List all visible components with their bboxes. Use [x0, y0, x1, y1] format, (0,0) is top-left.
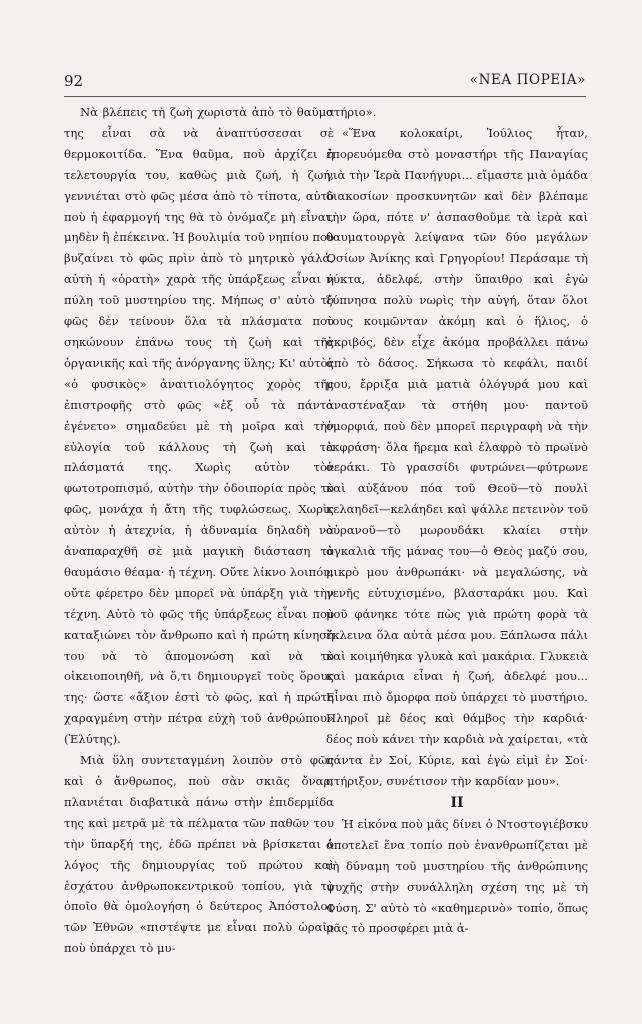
paragraph: Ἡ εἰκόνα ποὺ μᾶς δίνει ὁ Ντοστογιέβσκυ ἀποτελεῖ ἕνα τοπίο ποὺ ἐνανθρωπίζεται μὲ τὴ δύναμη τοῦ μυστηρίου τῆς ἀνθρώπινης ψυχῆς στὴν συνάλληλη σχέση της μὲ τὴ Φύση. Σ' αὐτὸ τὸ «καθημερινὸ» τοπίο, ὅπως μᾶς τὸ προσφέρει μιὰ ἀ-: [326, 816, 588, 936]
header-rule: [64, 96, 586, 97]
paragraph: Νὰ βλέπεις τὴ ζωὴ χωριστὰ ἀπὸ τὸ θαῦμα της εἶναι σὰ νὰ ἀναπτύσσεσαι σὲ θερμοκοιτίδα. Ἕνα θαῦμα, ποὺ ἀρχίζει ἡ τελετουργία του, καθὼς μιὰ ζωή, ἡ ζωή, γεννιέται στὸ φῶς μέσα ἀπὸ τὸ τίποτα, αὐτὸ ποὺ ἡ ἐφαρμογή της θὰ τὸ ὀνόμαζε μὴ εἶναι, μηδὲν ἢ ἐπέκεινα. Ἡ βουλιμία τοῦ νηπίου ποὺ βυζαίνει τὸ φῶς πρὶν ἀπὸ τὸ μητρικὸ γάλα, αὐτὴ ἡ «ὁρατὴ» χαρὰ τῆς ὑπάρξεως εἶναι ἡ πύλη τοῦ μυστηρίου της. Μήπως σ' αὐτὸ τὸ φῶς δὲν τείνουν ὅλα τὰ πλάσματα ποὺ σηκώνουν ἐπάνω τους τὴ ζωὴ καὶ τῆς ὀργανικῆς καὶ τῆς ἀνόργανης ὕλης; Κι' αὐτὸς «ὁ φυσικὸς» ἀναιτιολόγητος χορὸς τῆς ἐπιστροφῆς στὸ φῶς «ἐξ οὗ τὰ πάντα ἐγένετο» σημαδεύει μὲ τὴ μοῖρα καὶ τὴν εὐλογία τοῦ κάλλους τὴ ζωὴ καὶ τὰ πλάσματά της. Χωρὶς αὐτὸν τὸν φωτοτροπισμό, αὐτὴν τὴν ὁδοιπορία πρὸς τὸ φῶς, μονάχα ἡ ἄτη τῆς τυφλώσεως. Χωρὶς αὐτὸν ἡ ἀτεχνία, ἡ ἀδυναμία δηλαδὴ νὰ ἀναπαραχθῆ σὲ μιὰ μαγικὴ διάσταση τὸ θαυμάσιο θέαμα· ἡ τέχνη. Οὔτε λίκνο λοιπόν, οὔτε φέρετρο δὲν μπορεῖ νὰ ὑπάρξη γιὰ τὴν τέχνη. Αὐτὸ τὸ φῶς τῆς ὑπάρξεως εἶναι ποὺ καταξιώνει τὸν ἄνθρωπο καὶ ἡ πρώτη κίνησή του νὰ τὸ ἀπομονώση καὶ νὰ τὸ οἰκειοποιηθῆ, νὰ ὅ,τι δημιουργεῖ τοὺς ὅρους της· ὥστε «ἄξιον ἐστὶ τὸ φῶς, καὶ ἡ πρώτη χαραγμένη στὴν πέτρα εὐχὴ τοῦ ἀνθρώπου» (Ἐλύτης).: [64, 105, 334, 747]
paragraph: Μιὰ ὕλη συντεταγμένη λοιπὸν στὸ φῶς καὶ ὁ ἄνθρωπος, ποὺ σὰν σκιᾶς ὄναρ, πλανιέται διαβατικὰ πάνω στὴν ἐπιδερμίδα της καὶ μετρᾶ μὲ τὰ πέλματα τῶν παθῶν του τὴν ὕπαρξή της, ἐδῶ πρέπει νὰ βρίσκεται ὁ λόγος τῆς δημιουργίας τοῦ πρώτου καὶ ἐσχάτου ἀνθρωποκεντρικοῦ τοπίου, γιὰ τὸ ὁποῖο θὰ ὁμολογήση ὁ δεύτερος Ἀπόστολος τῶν Ἐθνῶν «πιστέψτε με εἶναι πολὺ ὡραῖο ποὺ ὑπάρχει τὸ μυ-: [64, 753, 334, 956]
page-header: [64, 72, 586, 94]
page-number: 92: [64, 72, 84, 90]
left-column: [64, 102, 334, 959]
journal-title: «ΝΕΑ ΠΟΡΕΙΑ»: [469, 72, 586, 88]
right-column: [326, 102, 588, 939]
paragraph: «Ἕνα κολοκαίρι, Ἰούλιος ἦταν, ἐπορευόμεθα στὸ μοναστήρι τῆς Παναγίας γιὰ τὴν Ἱερὰ Πανήγυρι... εἴμαστε μιὰ ὁμάδα διακοσίων προσκυνητῶν καὶ δὲν βλέπαμε τὴν ὥρα, πότε ν' ἀσπασθοῦμε τὰ ἱερὰ καὶ θαυματουργὰ λείψανα τῶν δύο μεγάλων Ὁσίων Ἀνίκης καὶ Γρηγορίου! Περάσαμε τὴ νύκτα, ἀδελφέ, στὴν ὕπαιθρο καὶ ἐγὼ ξύπνησα πολὺ νωρὶς τὴν αὐγή, ὅταν ὅλοι τους κοιμῶνταν ἀκόμη καὶ ὁ ἥλιος, ὁ ἀκριβός, δὲν εἶχε ἀκόμα προβάλλει πάνω ἀπὸ τὸ δάσος. Σήκωσα τὸ κεφάλι, παιδί μου, ἔρριξα μιὰ ματιὰ ὁλόγυρά μου καὶ ἀναστέναξαν τὰ στήθη μου· παντοῦ ὀμορφιά, ποὺ δὲν μπορεῖ περιγραφὴ νὰ τὴν ἐκφράση· ὅλα ἥρεμα καὶ ἐλαφρὸ τὸ πρωϊνὸ ἀεράκι. Τὸ γρασσίδι φυτρώνει—φύτρωνε καὶ αὐξάνου πόα τοῦ Θεοῦ—τὸ πουλὶ κελαηδεῖ—κελάηδει καὶ ψάλλε πετεινὸν τοῦ οὐρανοῦ—τὸ μωρουδάκι κλαίει στὴν ἀγκαλιὰ τῆς μάνας του—ὁ Θεὸς μαζύ σου, μικρὸ μου ἀνθρωπάκι· νὰ μεγαλώσης, νὰ γενῆς εὐτυχισμένο, βλασταράκι μου. Καὶ μοῦ φάνηκε τότε πὼς γιὰ πρώτη φορὰ τὰ ἔκλεινα ὅλα αὐτὰ μέσα μου. Ξάπλωσα πάλι καὶ κοιμήθηκα γλυκὰ καὶ μακάρια. Γλυκειὰ καὶ μακάρια εἶναι ἡ ζωή, ἀδελφέ μου... Εἶναι πιὸ ὄμορφα ποὺ ὑπάρχει τὸ μυστήριο. Πληροῖ μὲ δέος καὶ θάμβος τὴν καρδιά· δέος ποὺ κάνει τὴν καρδιὰ νὰ χαίρεται, «τὰ πάντα ἐν Σοί, Κύριε, καὶ ἐγὼ εἰμὶ ἐν Σοί· στήριξον, συνέτισον τὴν καρδίαν μου».: [326, 125, 588, 788]
section-numeral: II: [450, 794, 464, 811]
paragraph: στήριο».: [326, 105, 377, 119]
